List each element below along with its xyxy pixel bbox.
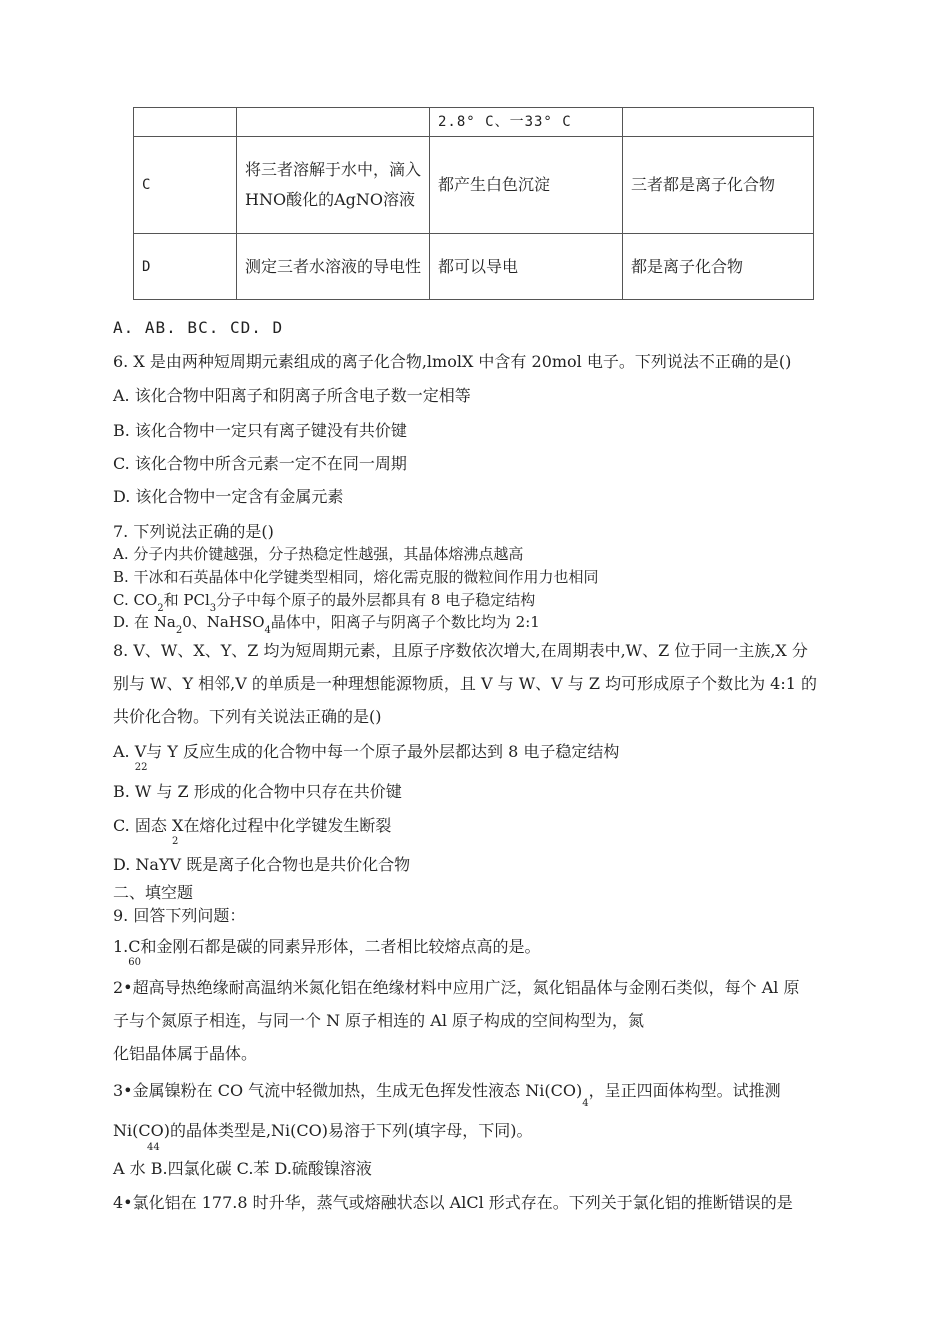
formula bbox=[113, 1121, 170, 1153]
text: 3•金属镍粉在 CO 气流中轻微加热，生成无色挥发性液态 Ni(CO) bbox=[113, 1081, 583, 1100]
table-cell: 三者都是离子化合物 bbox=[623, 137, 814, 234]
table-cell: C bbox=[134, 137, 237, 234]
formula bbox=[128, 937, 141, 968]
q8-stem-line1: 8. V、W、X、Y、Z 均为短周期元素，且原子序数依次增大,在周期表中,W、Z 位于同一主族,X 分 bbox=[113, 641, 808, 660]
subscript: 22 bbox=[134, 762, 148, 773]
text: X bbox=[171, 816, 184, 835]
table-cell bbox=[134, 108, 237, 137]
q9-part3-line1 bbox=[113, 1081, 781, 1109]
q9-part4: 4•氯化铝在 177.8 时升华，蒸气或熔融状态以 AlCl 形式存在。下列关于氯化铝的推断错误的是 bbox=[113, 1193, 793, 1212]
q8-option-b: B. W 与 Z 形成的化合物中只存在共价键 bbox=[113, 782, 402, 801]
q6-option-d: D. 该化合物中一定含有金属元素 bbox=[113, 487, 344, 506]
q6-option-c: C. 该化合物中所含元素一定不在同一周期 bbox=[113, 454, 407, 473]
text: 与 Y 反应生成的化合物中每一个原子最外层都达到 8 电子稳定结构 bbox=[146, 742, 620, 761]
text: 和 PCl bbox=[163, 591, 210, 609]
q8-option-c bbox=[113, 816, 392, 847]
q8-stem-line2: 别与 W、Y 相邻,V 的单质是一种理想能源物质，且 V 与 W、V 与 Z 均可形成原子个数比为 4:1 的 bbox=[113, 674, 818, 693]
subscript: 2 bbox=[171, 836, 179, 847]
subscript: 2 bbox=[175, 625, 183, 636]
text: Ni(CO) bbox=[113, 1121, 170, 1140]
q7-option-a: A. 分子内共价键越强，分子热稳定性越强，其晶体熔沸点越高 bbox=[113, 545, 524, 563]
text: 0、NaHSO bbox=[182, 613, 265, 631]
table-cell: 2.8° C、一33° C bbox=[430, 108, 623, 137]
text: 分子中每个原子的最外层都具有 8 电子稳定结构 bbox=[216, 591, 536, 609]
subscript: 4 bbox=[582, 1098, 589, 1109]
q6-stem: 6. X 是由两种短周期元素组成的离子化合物,lmolX 中含有 20mol 电子。下列说法不正确的是() bbox=[113, 352, 792, 371]
table-cell: D bbox=[134, 234, 237, 300]
section-heading: 二、填空题 bbox=[113, 883, 194, 902]
table-cell bbox=[237, 108, 430, 137]
q9-part2-line1: 2•超高导热绝缘耐高温纳米氮化铝在绝缘材料中应用广泛，氮化铝晶体与金刚石类似，每个 Al 原 bbox=[113, 978, 800, 997]
table-cell: 都产生白色沉淀 bbox=[430, 137, 623, 234]
text: 1. bbox=[113, 937, 129, 956]
subscript: 60 bbox=[128, 957, 141, 968]
table-cell bbox=[623, 108, 814, 137]
q7-option-d bbox=[113, 612, 540, 635]
q9-part2-line2: 子与个氮原子相连，与同一个 N 原子相连的 Al 原子构成的空间构型为，氮 bbox=[113, 1011, 645, 1030]
table-row bbox=[134, 137, 814, 234]
table-cell: 将三者溶解于水中，滴入HNO酸化的AgNO溶液 bbox=[237, 137, 430, 234]
text: 在熔化过程中化学键发生断裂 bbox=[183, 816, 392, 835]
subscript: 3 bbox=[209, 603, 217, 614]
formula bbox=[171, 816, 184, 847]
text: D. 在 Na bbox=[113, 613, 176, 631]
subscript: 4 bbox=[264, 625, 271, 636]
text: 晶体中，阳离子与阴离子个数比均为 2:1 bbox=[270, 613, 540, 631]
q7-stem: 7. 下列说法正确的是() bbox=[113, 522, 274, 541]
q6-option-b: B. 该化合物中一定只有离子键没有共价键 bbox=[113, 421, 407, 440]
subscript: 2 bbox=[157, 603, 164, 614]
text: 和金刚石都是碳的同素异形体，二者相比较熔点高的是。 bbox=[140, 937, 541, 956]
text: 的晶体类型是,Ni(CO)易溶于下列(填字母，下同)。 bbox=[169, 1121, 533, 1140]
text: C bbox=[128, 937, 141, 956]
table-cell: 都是离子化合物 bbox=[623, 234, 814, 300]
table-row bbox=[134, 234, 814, 300]
table-cell: 都可以导电 bbox=[430, 234, 623, 300]
q8-stem-line3: 共价化合物。下列有关说法正确的是() bbox=[113, 707, 382, 726]
formula bbox=[134, 742, 148, 773]
text: ，呈正四面体构型。试推测 bbox=[588, 1081, 781, 1100]
table-cell: 测定三者水溶液的导电性 bbox=[237, 234, 430, 300]
table-row bbox=[134, 108, 814, 137]
q9-part1 bbox=[113, 937, 541, 968]
q6-option-a: A. 该化合物中阳离子和阴离子所含电子数一定相等 bbox=[113, 386, 471, 405]
subscript: 44 bbox=[147, 1142, 160, 1153]
q7-option-b: B. 干冰和石英晶体中化学键类型相同，熔化需克服的微粒间作用力也相同 bbox=[113, 568, 599, 586]
q8-option-a bbox=[113, 742, 620, 773]
q9-part3-line2 bbox=[113, 1121, 533, 1153]
q9-stem: 9. 回答下列问题： bbox=[113, 906, 246, 925]
text: A. bbox=[113, 742, 135, 761]
q9-part3-options: A 水 B.四氯化碳 C.苯 D.硫酸镍溶液 bbox=[113, 1159, 372, 1178]
q8-option-d: D. NaYV 既是离子化合物也是共价化合物 bbox=[113, 855, 411, 874]
q9-part2-line3: 化铝晶体属于晶体。 bbox=[113, 1044, 258, 1063]
text: V bbox=[134, 742, 147, 761]
experiment-table bbox=[133, 107, 814, 300]
text: C. CO bbox=[113, 591, 158, 609]
q7-option-c bbox=[113, 590, 535, 613]
q5-options: A. AB. BC. CD. D bbox=[113, 318, 284, 337]
text: C. 固态 bbox=[113, 816, 172, 835]
